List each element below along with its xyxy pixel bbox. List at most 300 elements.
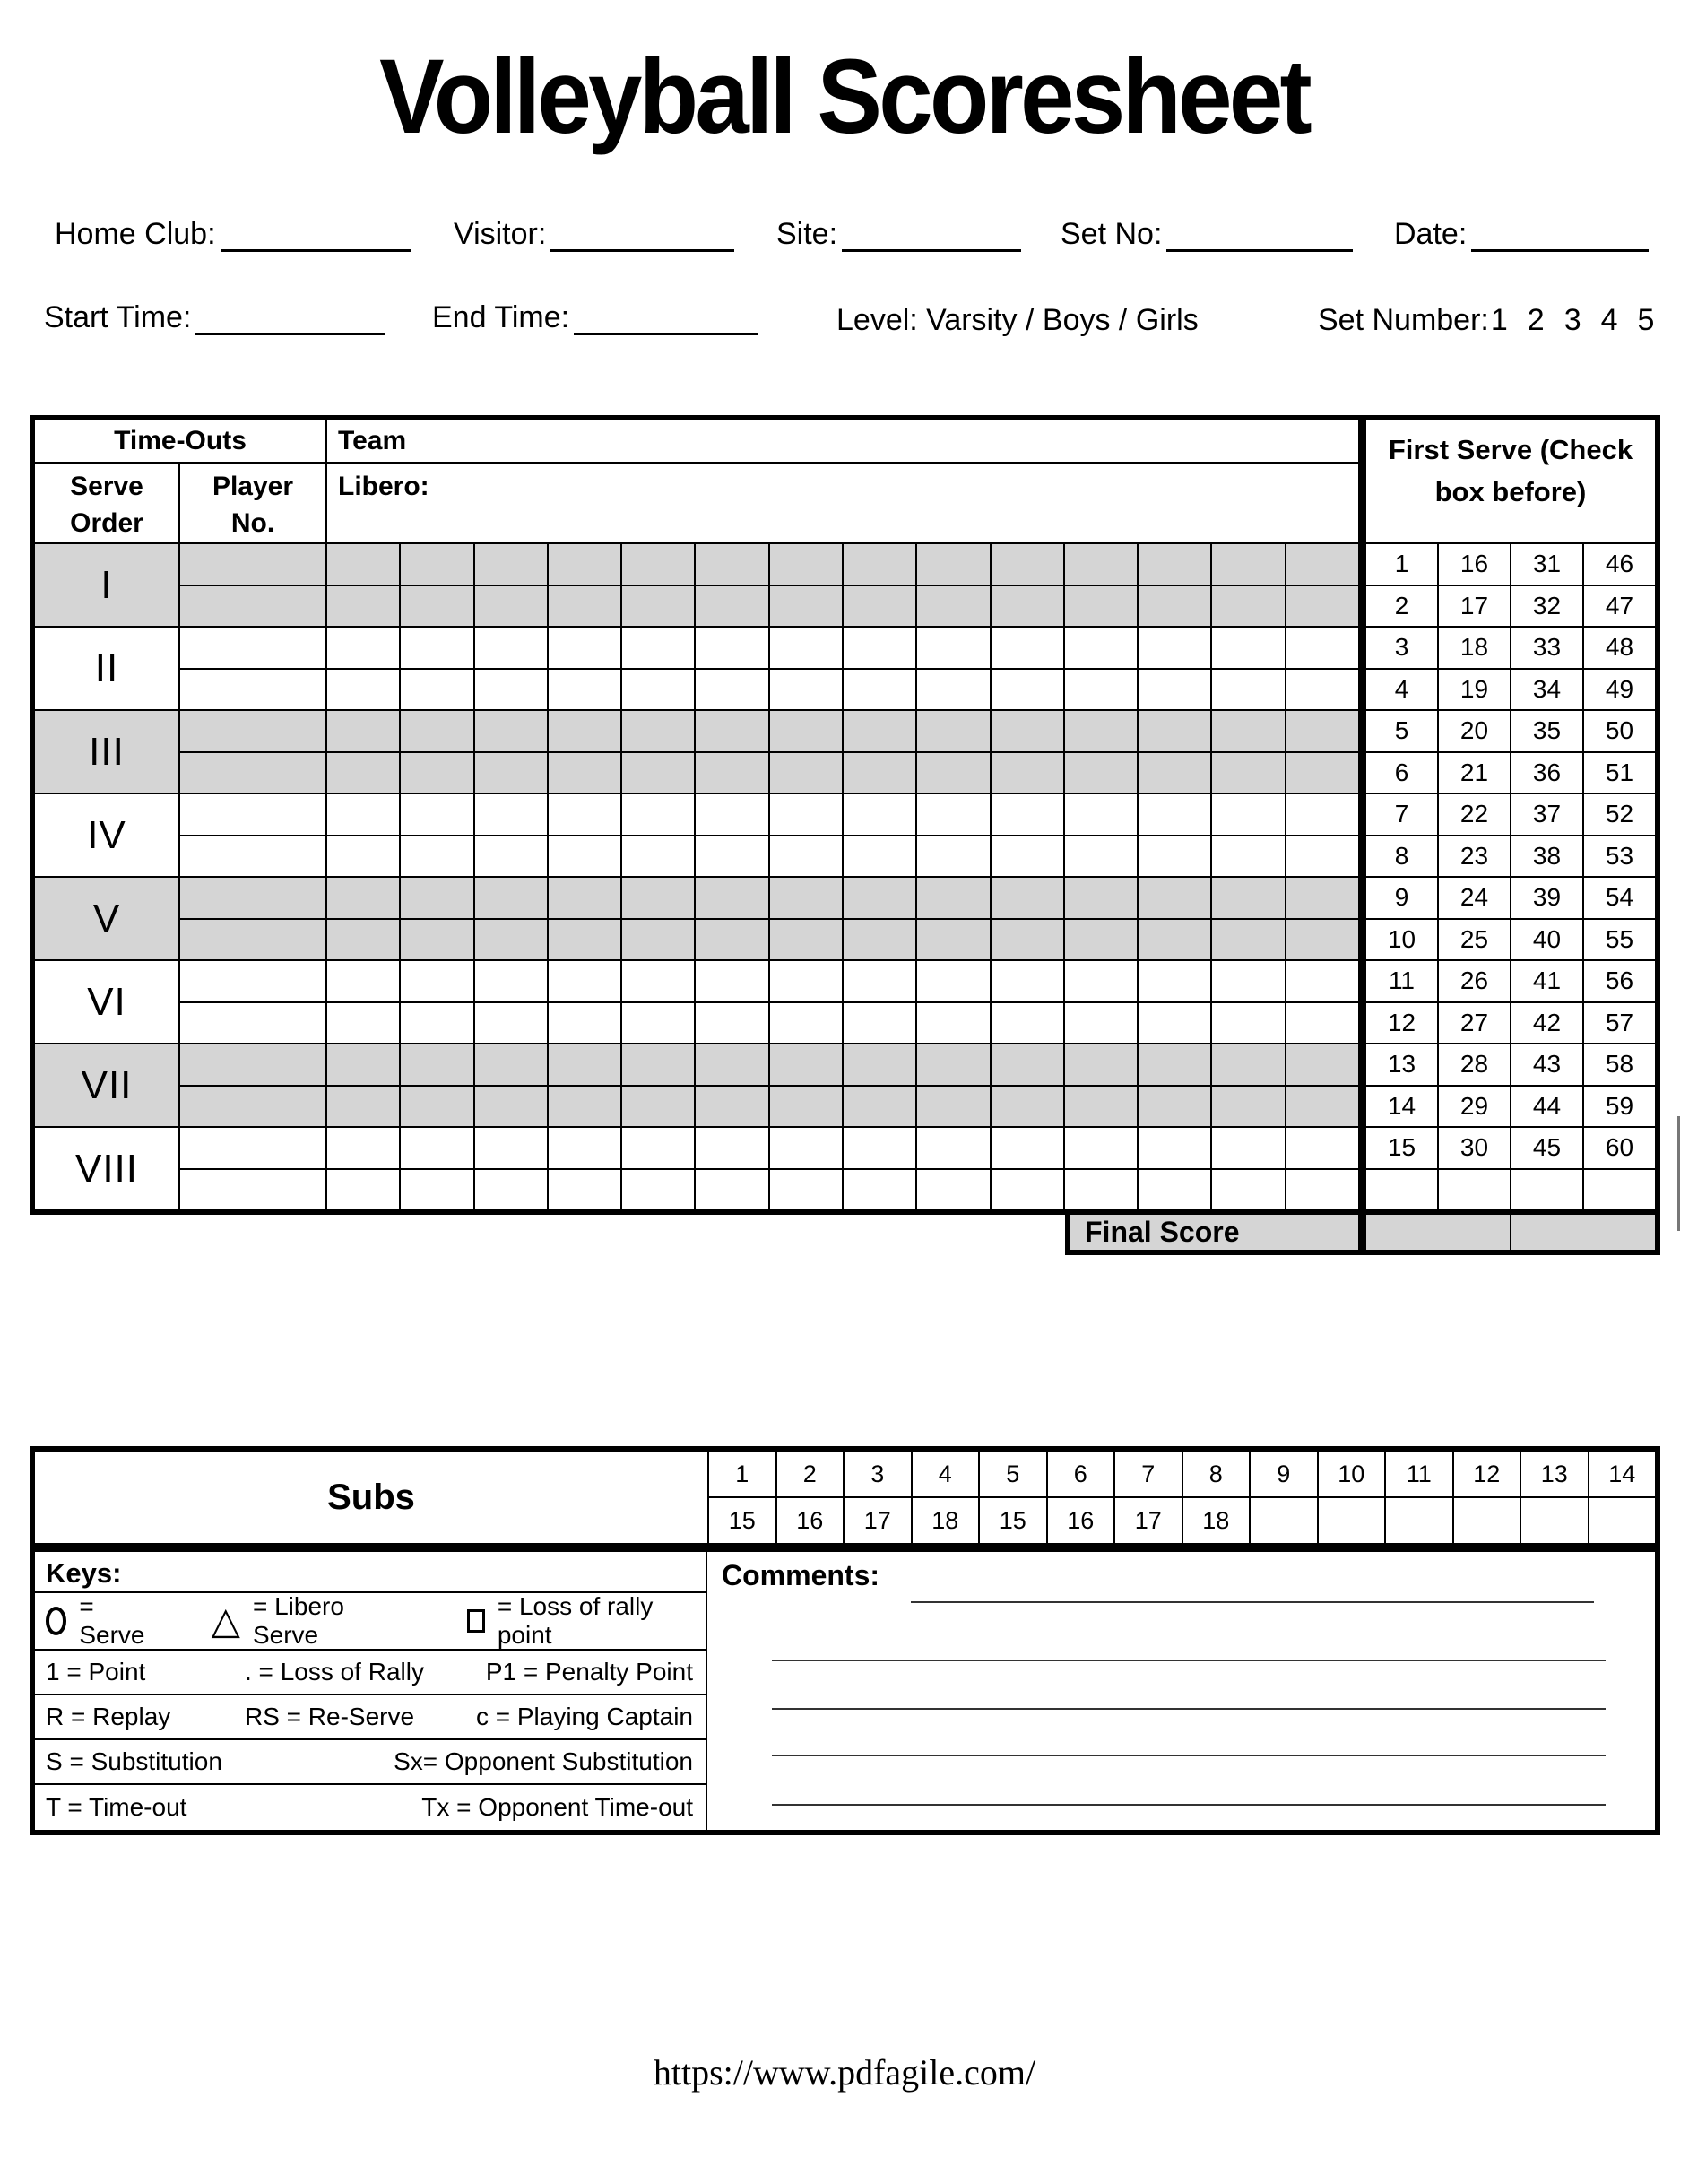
first-serve-number-cell[interactable]: 17: [1439, 586, 1510, 627]
score-cell[interactable]: [770, 670, 842, 710]
score-cell[interactable]: [992, 1128, 1063, 1168]
score-cell[interactable]: [622, 1044, 694, 1085]
first-serve-number-cell[interactable]: 30: [1439, 1128, 1510, 1168]
score-cell[interactable]: [770, 878, 842, 918]
score-cell[interactable]: [549, 1087, 620, 1127]
score-cell[interactable]: [696, 1087, 767, 1127]
sub-count-cell[interactable]: 18: [913, 1498, 979, 1543]
score-cell[interactable]: [1065, 1003, 1137, 1044]
sub-count-cell[interactable]: 12: [1454, 1452, 1520, 1496]
score-cell[interactable]: [549, 836, 620, 877]
score-cell[interactable]: [992, 836, 1063, 877]
score-cell[interactable]: [844, 878, 915, 918]
score-cell[interactable]: [1212, 878, 1284, 918]
comment-blank-line[interactable]: [772, 1660, 1606, 1661]
score-cell[interactable]: [696, 1003, 767, 1044]
score-cell[interactable]: [1139, 711, 1210, 751]
score-cell[interactable]: [1065, 628, 1137, 668]
score-cell[interactable]: [475, 544, 547, 585]
sub-count-cell[interactable]: 13: [1521, 1452, 1588, 1496]
first-serve-number-cell[interactable]: 20: [1439, 711, 1510, 751]
sub-count-cell[interactable]: 1: [709, 1452, 775, 1496]
first-serve-number-cell[interactable]: 4: [1366, 670, 1437, 710]
libero-label[interactable]: Libero:: [327, 464, 1358, 542]
score-cell[interactable]: [992, 1087, 1063, 1127]
score-cell[interactable]: [696, 1170, 767, 1210]
score-cell[interactable]: [770, 836, 842, 877]
score-cell[interactable]: [475, 961, 547, 1001]
final-score-visitor-cell[interactable]: [1511, 1215, 1655, 1250]
score-cell[interactable]: [992, 711, 1063, 751]
score-cell[interactable]: [475, 628, 547, 668]
player-no-cell[interactable]: [180, 836, 325, 877]
score-cell[interactable]: [770, 1044, 842, 1085]
final-score-home-cell[interactable]: [1366, 1215, 1510, 1250]
first-serve-number-cell[interactable]: 51: [1584, 753, 1655, 793]
score-cell[interactable]: [401, 628, 472, 668]
first-serve-number-cell[interactable]: 16: [1439, 544, 1510, 585]
score-cell[interactable]: [622, 836, 694, 877]
first-serve-number-cell[interactable]: 22: [1439, 794, 1510, 835]
score-cell[interactable]: [844, 1087, 915, 1127]
score-cell[interactable]: [1212, 1044, 1284, 1085]
score-cell[interactable]: [549, 628, 620, 668]
score-cell[interactable]: [401, 1044, 472, 1085]
score-cell[interactable]: [1286, 920, 1358, 960]
score-cell[interactable]: [992, 628, 1063, 668]
score-cell[interactable]: [992, 878, 1063, 918]
set-number-option[interactable]: 4: [1600, 303, 1618, 337]
footer-url-link[interactable]: https://www.pdfagile.com/: [653, 2052, 1036, 2093]
first-serve-number-cell[interactable]: 58: [1584, 1044, 1655, 1085]
first-serve-number-cell[interactable]: 35: [1511, 711, 1582, 751]
score-cell[interactable]: [327, 1003, 399, 1044]
score-cell[interactable]: [327, 586, 399, 627]
score-cell[interactable]: [549, 1128, 620, 1168]
start-time-blank-line[interactable]: [195, 297, 385, 335]
first-serve-number-cell[interactable]: [1439, 1170, 1510, 1210]
score-cell[interactable]: [1212, 753, 1284, 793]
score-cell[interactable]: [696, 711, 767, 751]
score-cell[interactable]: [549, 1003, 620, 1044]
score-cell[interactable]: [327, 878, 399, 918]
score-cell[interactable]: [475, 1170, 547, 1210]
score-cell[interactable]: [696, 836, 767, 877]
first-serve-number-cell[interactable]: 46: [1584, 544, 1655, 585]
sub-count-cell[interactable]: 17: [1115, 1498, 1182, 1543]
score-cell[interactable]: [917, 753, 989, 793]
first-serve-number-cell[interactable]: 5: [1366, 711, 1437, 751]
first-serve-number-cell[interactable]: 3: [1366, 628, 1437, 668]
sub-count-cell[interactable]: 14: [1589, 1452, 1656, 1496]
score-cell[interactable]: [917, 586, 989, 627]
first-serve-number-cell[interactable]: 14: [1366, 1087, 1437, 1127]
score-cell[interactable]: [1286, 878, 1358, 918]
score-cell[interactable]: [475, 1044, 547, 1085]
player-no-cell[interactable]: [180, 711, 325, 751]
score-cell[interactable]: [1139, 836, 1210, 877]
first-serve-number-cell[interactable]: 49: [1584, 670, 1655, 710]
score-cell[interactable]: [401, 836, 472, 877]
sub-count-cell[interactable]: [1521, 1498, 1588, 1543]
player-no-cell[interactable]: [180, 753, 325, 793]
score-cell[interactable]: [1065, 670, 1137, 710]
score-cell[interactable]: [1139, 1044, 1210, 1085]
first-serve-number-cell[interactable]: 50: [1584, 711, 1655, 751]
score-cell[interactable]: [1286, 1170, 1358, 1210]
first-serve-number-cell[interactable]: 53: [1584, 836, 1655, 877]
score-cell[interactable]: [844, 1044, 915, 1085]
sub-count-cell[interactable]: 11: [1386, 1452, 1452, 1496]
first-serve-number-cell[interactable]: 29: [1439, 1087, 1510, 1127]
first-serve-number-cell[interactable]: 24: [1439, 878, 1510, 918]
score-cell[interactable]: [1065, 794, 1137, 835]
score-cell[interactable]: [1139, 628, 1210, 668]
first-serve-number-cell[interactable]: 11: [1366, 961, 1437, 1001]
score-cell[interactable]: [992, 753, 1063, 793]
score-cell[interactable]: [917, 544, 989, 585]
sub-count-cell[interactable]: 16: [777, 1498, 844, 1543]
score-cell[interactable]: [992, 544, 1063, 585]
score-cell[interactable]: [1212, 1003, 1284, 1044]
score-cell[interactable]: [327, 753, 399, 793]
score-cell[interactable]: [622, 753, 694, 793]
score-cell[interactable]: [1065, 961, 1137, 1001]
score-cell[interactable]: [1286, 961, 1358, 1001]
score-cell[interactable]: [917, 670, 989, 710]
score-cell[interactable]: [327, 1128, 399, 1168]
score-cell[interactable]: [917, 1128, 989, 1168]
score-cell[interactable]: [549, 878, 620, 918]
score-cell[interactable]: [1139, 794, 1210, 835]
score-cell[interactable]: [1286, 586, 1358, 627]
score-cell[interactable]: [844, 961, 915, 1001]
score-cell[interactable]: [401, 753, 472, 793]
score-cell[interactable]: [622, 586, 694, 627]
score-cell[interactable]: [475, 1087, 547, 1127]
first-serve-number-cell[interactable]: 21: [1439, 753, 1510, 793]
score-cell[interactable]: [1139, 586, 1210, 627]
score-cell[interactable]: [1065, 836, 1137, 877]
first-serve-number-cell[interactable]: 56: [1584, 961, 1655, 1001]
first-serve-number-cell[interactable]: 34: [1511, 670, 1582, 710]
score-cell[interactable]: [917, 836, 989, 877]
first-serve-number-cell[interactable]: 26: [1439, 961, 1510, 1001]
score-cell[interactable]: [327, 670, 399, 710]
comment-blank-line[interactable]: [772, 1804, 1606, 1806]
first-serve-number-cell[interactable]: 43: [1511, 1044, 1582, 1085]
score-cell[interactable]: [1139, 1170, 1210, 1210]
score-cell[interactable]: [622, 1128, 694, 1168]
score-cell[interactable]: [401, 544, 472, 585]
score-cell[interactable]: [1286, 544, 1358, 585]
score-cell[interactable]: [401, 794, 472, 835]
end-time-blank-line[interactable]: [574, 297, 758, 335]
sub-count-cell[interactable]: 8: [1183, 1452, 1250, 1496]
first-serve-number-cell[interactable]: [1511, 1170, 1582, 1210]
score-cell[interactable]: [401, 920, 472, 960]
first-serve-number-cell[interactable]: 8: [1366, 836, 1437, 877]
score-cell[interactable]: [992, 1003, 1063, 1044]
score-cell[interactable]: [622, 1003, 694, 1044]
score-cell[interactable]: [696, 544, 767, 585]
sub-count-cell[interactable]: 15: [980, 1498, 1046, 1543]
first-serve-number-cell[interactable]: 18: [1439, 628, 1510, 668]
score-cell[interactable]: [475, 794, 547, 835]
score-cell[interactable]: [696, 1044, 767, 1085]
score-cell[interactable]: [696, 920, 767, 960]
set-number-option[interactable]: 2: [1527, 303, 1545, 337]
score-cell[interactable]: [1212, 1128, 1284, 1168]
score-cell[interactable]: [327, 628, 399, 668]
first-serve-number-cell[interactable]: 23: [1439, 836, 1510, 877]
score-cell[interactable]: [696, 1128, 767, 1168]
score-cell[interactable]: [475, 670, 547, 710]
sub-count-cell[interactable]: 9: [1251, 1452, 1317, 1496]
first-serve-number-cell[interactable]: 28: [1439, 1044, 1510, 1085]
score-cell[interactable]: [1286, 836, 1358, 877]
score-cell[interactable]: [622, 1170, 694, 1210]
score-cell[interactable]: [844, 1128, 915, 1168]
home-club-blank-line[interactable]: [221, 213, 411, 252]
first-serve-number-cell[interactable]: 2: [1366, 586, 1437, 627]
score-cell[interactable]: [1286, 753, 1358, 793]
first-serve-number-cell[interactable]: 31: [1511, 544, 1582, 585]
score-cell[interactable]: [992, 670, 1063, 710]
score-cell[interactable]: [327, 544, 399, 585]
first-serve-number-cell[interactable]: 6: [1366, 753, 1437, 793]
first-serve-number-cell[interactable]: 60: [1584, 1128, 1655, 1168]
score-cell[interactable]: [401, 670, 472, 710]
score-cell[interactable]: [917, 920, 989, 960]
score-cell[interactable]: [622, 628, 694, 668]
score-cell[interactable]: [1286, 794, 1358, 835]
score-cell[interactable]: [1139, 920, 1210, 960]
score-cell[interactable]: [475, 836, 547, 877]
score-cell[interactable]: [844, 794, 915, 835]
first-serve-number-cell[interactable]: 10: [1366, 920, 1437, 960]
score-cell[interactable]: [696, 586, 767, 627]
score-cell[interactable]: [917, 1044, 989, 1085]
score-cell[interactable]: [622, 670, 694, 710]
score-cell[interactable]: [1212, 1087, 1284, 1127]
first-serve-number-cell[interactable]: 48: [1584, 628, 1655, 668]
score-cell[interactable]: [696, 628, 767, 668]
score-cell[interactable]: [1065, 1128, 1137, 1168]
score-cell[interactable]: [1212, 711, 1284, 751]
score-cell[interactable]: [327, 1170, 399, 1210]
score-cell[interactable]: [1065, 1044, 1137, 1085]
score-cell[interactable]: [1139, 961, 1210, 1001]
score-cell[interactable]: [770, 794, 842, 835]
score-cell[interactable]: [549, 1044, 620, 1085]
score-cell[interactable]: [549, 586, 620, 627]
player-no-cell[interactable]: [180, 544, 325, 585]
score-cell[interactable]: [622, 961, 694, 1001]
score-cell[interactable]: [1065, 878, 1137, 918]
score-cell[interactable]: [1139, 878, 1210, 918]
score-cell[interactable]: [549, 961, 620, 1001]
score-cell[interactable]: [549, 1170, 620, 1210]
score-cell[interactable]: [1212, 920, 1284, 960]
score-cell[interactable]: [696, 753, 767, 793]
score-cell[interactable]: [844, 711, 915, 751]
first-serve-number-cell[interactable]: 52: [1584, 794, 1655, 835]
first-serve-number-cell[interactable]: 33: [1511, 628, 1582, 668]
first-serve-number-cell[interactable]: 15: [1366, 1128, 1437, 1168]
comment-blank-line[interactable]: [772, 1755, 1606, 1756]
score-cell[interactable]: [327, 920, 399, 960]
score-cell[interactable]: [1139, 1128, 1210, 1168]
score-cell[interactable]: [1212, 544, 1284, 585]
set-number-option[interactable]: 5: [1637, 303, 1655, 337]
sub-count-cell[interactable]: 18: [1183, 1498, 1250, 1543]
sub-count-cell[interactable]: 7: [1115, 1452, 1182, 1496]
first-serve-number-cell[interactable]: 7: [1366, 794, 1437, 835]
score-cell[interactable]: [917, 794, 989, 835]
player-no-cell[interactable]: [180, 961, 325, 1001]
score-cell[interactable]: [992, 961, 1063, 1001]
first-serve-number-cell[interactable]: 25: [1439, 920, 1510, 960]
score-cell[interactable]: [1065, 920, 1137, 960]
first-serve-number-cell[interactable]: 32: [1511, 586, 1582, 627]
score-cell[interactable]: [844, 836, 915, 877]
score-cell[interactable]: [917, 628, 989, 668]
score-cell[interactable]: [401, 586, 472, 627]
sub-count-cell[interactable]: [1454, 1498, 1520, 1543]
score-cell[interactable]: [1286, 1087, 1358, 1127]
score-cell[interactable]: [917, 711, 989, 751]
score-cell[interactable]: [770, 920, 842, 960]
score-cell[interactable]: [327, 1087, 399, 1127]
score-cell[interactable]: [622, 711, 694, 751]
score-cell[interactable]: [1212, 794, 1284, 835]
sub-count-cell[interactable]: [1386, 1498, 1452, 1543]
score-cell[interactable]: [1139, 670, 1210, 710]
sub-count-cell[interactable]: 15: [709, 1498, 775, 1543]
first-serve-number-cell[interactable]: [1366, 1170, 1437, 1210]
score-cell[interactable]: [1139, 753, 1210, 793]
score-cell[interactable]: [401, 1003, 472, 1044]
player-no-cell[interactable]: [180, 794, 325, 835]
player-no-cell[interactable]: [180, 920, 325, 960]
score-cell[interactable]: [917, 961, 989, 1001]
score-cell[interactable]: [770, 753, 842, 793]
score-cell[interactable]: [992, 794, 1063, 835]
score-cell[interactable]: [992, 586, 1063, 627]
first-serve-number-cell[interactable]: 27: [1439, 1003, 1510, 1044]
player-no-cell[interactable]: [180, 1044, 325, 1085]
score-cell[interactable]: [401, 711, 472, 751]
set-no-blank-line[interactable]: [1166, 213, 1353, 252]
score-cell[interactable]: [1212, 836, 1284, 877]
score-cell[interactable]: [696, 961, 767, 1001]
score-cell[interactable]: [696, 670, 767, 710]
score-cell[interactable]: [401, 878, 472, 918]
set-number-option[interactable]: 3: [1563, 303, 1581, 337]
score-cell[interactable]: [549, 670, 620, 710]
score-cell[interactable]: [1065, 753, 1137, 793]
sub-count-cell[interactable]: [1319, 1498, 1385, 1543]
set-number-option[interactable]: 1: [1490, 303, 1508, 337]
score-cell[interactable]: [475, 920, 547, 960]
first-serve-number-cell[interactable]: 55: [1584, 920, 1655, 960]
score-cell[interactable]: [1286, 1003, 1358, 1044]
score-cell[interactable]: [549, 920, 620, 960]
score-cell[interactable]: [549, 753, 620, 793]
score-cell[interactable]: [401, 961, 472, 1001]
score-cell[interactable]: [475, 1003, 547, 1044]
first-serve-number-cell[interactable]: 54: [1584, 878, 1655, 918]
player-no-cell[interactable]: [180, 1128, 325, 1168]
score-cell[interactable]: [549, 711, 620, 751]
score-cell[interactable]: [917, 1087, 989, 1127]
player-no-cell[interactable]: [180, 628, 325, 668]
first-serve-number-cell[interactable]: 42: [1511, 1003, 1582, 1044]
first-serve-number-cell[interactable]: 12: [1366, 1003, 1437, 1044]
first-serve-number-cell[interactable]: 45: [1511, 1128, 1582, 1168]
score-cell[interactable]: [475, 586, 547, 627]
score-cell[interactable]: [844, 670, 915, 710]
player-no-cell[interactable]: [180, 1087, 325, 1127]
player-no-cell[interactable]: [180, 586, 325, 627]
score-cell[interactable]: [770, 544, 842, 585]
score-cell[interactable]: [475, 878, 547, 918]
score-cell[interactable]: [770, 628, 842, 668]
site-blank-line[interactable]: [842, 213, 1021, 252]
player-no-cell[interactable]: [180, 1003, 325, 1044]
score-cell[interactable]: [696, 794, 767, 835]
score-cell[interactable]: [1212, 961, 1284, 1001]
score-cell[interactable]: [327, 1044, 399, 1085]
score-cell[interactable]: [1286, 628, 1358, 668]
first-serve-number-cell[interactable]: 44: [1511, 1087, 1582, 1127]
first-serve-number-cell[interactable]: 39: [1511, 878, 1582, 918]
score-cell[interactable]: [1286, 711, 1358, 751]
sub-count-cell[interactable]: 10: [1319, 1452, 1385, 1496]
first-serve-number-cell[interactable]: 41: [1511, 961, 1582, 1001]
score-cell[interactable]: [1286, 1044, 1358, 1085]
score-cell[interactable]: [549, 794, 620, 835]
score-cell[interactable]: [844, 628, 915, 668]
first-serve-number-cell[interactable]: 36: [1511, 753, 1582, 793]
score-cell[interactable]: [1212, 628, 1284, 668]
first-serve-number-cell[interactable]: 47: [1584, 586, 1655, 627]
sub-count-cell[interactable]: 16: [1048, 1498, 1114, 1543]
score-cell[interactable]: [327, 961, 399, 1001]
score-cell[interactable]: [917, 1170, 989, 1210]
score-cell[interactable]: [1065, 1087, 1137, 1127]
score-cell[interactable]: [992, 920, 1063, 960]
score-cell[interactable]: [475, 1128, 547, 1168]
first-serve-number-cell[interactable]: 9: [1366, 878, 1437, 918]
first-serve-number-cell[interactable]: 37: [1511, 794, 1582, 835]
first-serve-number-cell[interactable]: 1: [1366, 544, 1437, 585]
sub-count-cell[interactable]: 4: [913, 1452, 979, 1496]
first-serve-number-cell[interactable]: 59: [1584, 1087, 1655, 1127]
score-cell[interactable]: [1212, 670, 1284, 710]
date-blank-line[interactable]: [1471, 213, 1649, 252]
score-cell[interactable]: [1065, 586, 1137, 627]
sub-count-cell[interactable]: 2: [777, 1452, 844, 1496]
sub-count-cell[interactable]: [1251, 1498, 1317, 1543]
score-cell[interactable]: [1212, 1170, 1284, 1210]
player-no-cell[interactable]: [180, 878, 325, 918]
score-cell[interactable]: [401, 1087, 472, 1127]
score-cell[interactable]: [1139, 1087, 1210, 1127]
sub-count-cell[interactable]: 6: [1048, 1452, 1114, 1496]
score-cell[interactable]: [1212, 586, 1284, 627]
